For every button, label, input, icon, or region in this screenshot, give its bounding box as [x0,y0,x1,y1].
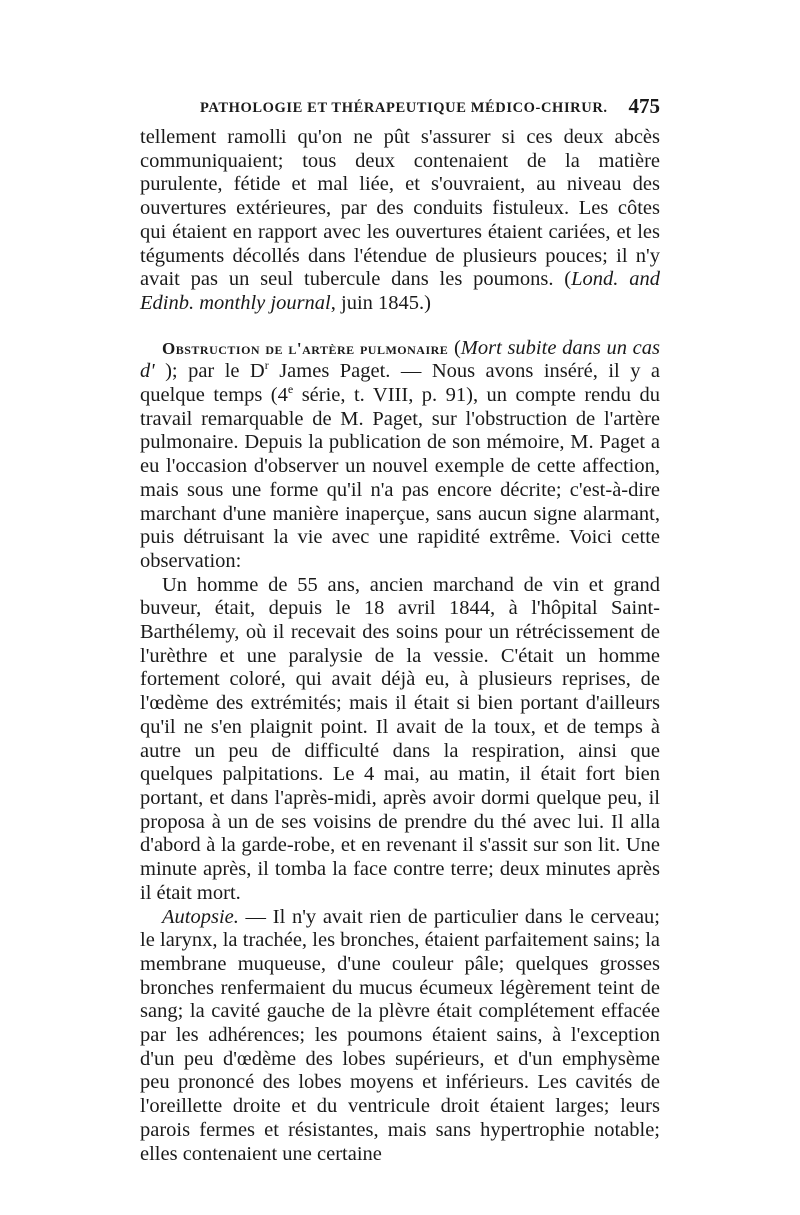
superscript: r [264,358,269,373]
paragraph-obstruction [140,337,660,574]
running-title: PATHOLOGIE ET THÉRAPEUTIQUE MÉDICO-CHIRUR. [200,100,608,116]
superscript: e [287,382,294,397]
paragraph-text: tellement ramolli qu'on ne pût s'assurer si ces deux abcès communiquaient; tous deux contenaient de la matière purulente, fétide et mal liée, et s'ouvraient, au niveau des ouvertures extérieures, par des conduits fistuleux. Les côtes qui étaient en rapport avec les ouvertures étaient cariées, et les téguments décollés dans l'étendue de plusieurs pouces; il n'y avait pas un seul tubercule dans les poumons. ( [140,126,660,291]
section-gap [140,316,660,337]
autopsy-label: Autopsie. [162,905,239,928]
journal-citation: Lond. and Edinb. monthly journal [140,268,660,314]
section-heading: Obstruction de l'artère pulmonaire [162,338,449,358]
heading-open-paren: ( [448,336,461,359]
paragraph-case: Un homme de 55 ans, ancien marchand de vin et grand buveur, était, depuis le 18 avril 1844, à l'hôpital Saint-Barthélemy, où il recevait des soins pour un rétrécissement de l'urèthre et une paralysie de la vessie. C'était un homme fortement coloré, qui avait déjà eu, à plusieurs reprises, de l'œdème des extrémités; mais il était si bien portant d'ailleurs qu'il ne s'en plaignit point. Il avait de la toux, et de temps à autre un peu de difficulté dans la respiration, ainsi que quelques palpitations. Le 4 mai, au matin, il était fort bien portant, et dans l'après-midi, après avoir dormi quelque peu, il proposa à un de ses voisins de prendre du thé avec lui. Il alla d'abord à la garde-robe, et en revenant il s'assit sur son lit. Une minute après, il tomba la face contre terre; deux minutes après il était mort. [140,573,660,904]
section-subtitle: Mort subite dans un cas d' [140,336,660,383]
paragraph-text: ); par le D [154,360,265,383]
paragraph-autopsy [140,906,660,1167]
paragraph-text: James Paget. — Nous avons inséré, il y a quelque temps (4 [140,360,660,407]
citation-date: , juin 1845.) [330,291,431,314]
running-header [140,96,660,124]
book-page [140,96,660,1166]
paragraph-text: — Il n'y avait rien de particulier dans le cerveau; le larynx, la trachée, les bronches, étaient parfaitement sains; la membrane muqueuse, d'une couleur pâle; quelques grosses bronches renfermaient du mucus écumeux légèrement teint de sang; la cavité gauche de la plèvre était complétement effacée par les adhérences; les poumons étaient sains, à l'exception d'un peu d'œdème des lobes supérieurs, et d'un emphysème peu prononcé des lobes moyens et inférieurs. Les cavités de l'oreillette droite et du ventricule droit étaient larges; leurs parois fermes et résistantes, mais sans hypertrophie notable; elles contenaient une certaine [140,905,660,1165]
paragraph-text: série, t. VIII, p. 91), un compte rendu du travail remarquable de M. Paget, sur l'obstruction de l'artère pulmonaire. Depuis la publication de son mémoire, M. Paget a eu l'occasion d'observer un nouvel exemple de cette affection, mais sous une forme qu'il n'a pas encore décrite; c'est-à-dire marchant d'une manière inaperçue, sans aucun signe alarmant, puis détruisant la vie avec une rapidité extrême. Voici cette observation: [140,384,660,572]
paragraph-continuation [140,126,660,316]
page-number: 475 [628,94,660,118]
